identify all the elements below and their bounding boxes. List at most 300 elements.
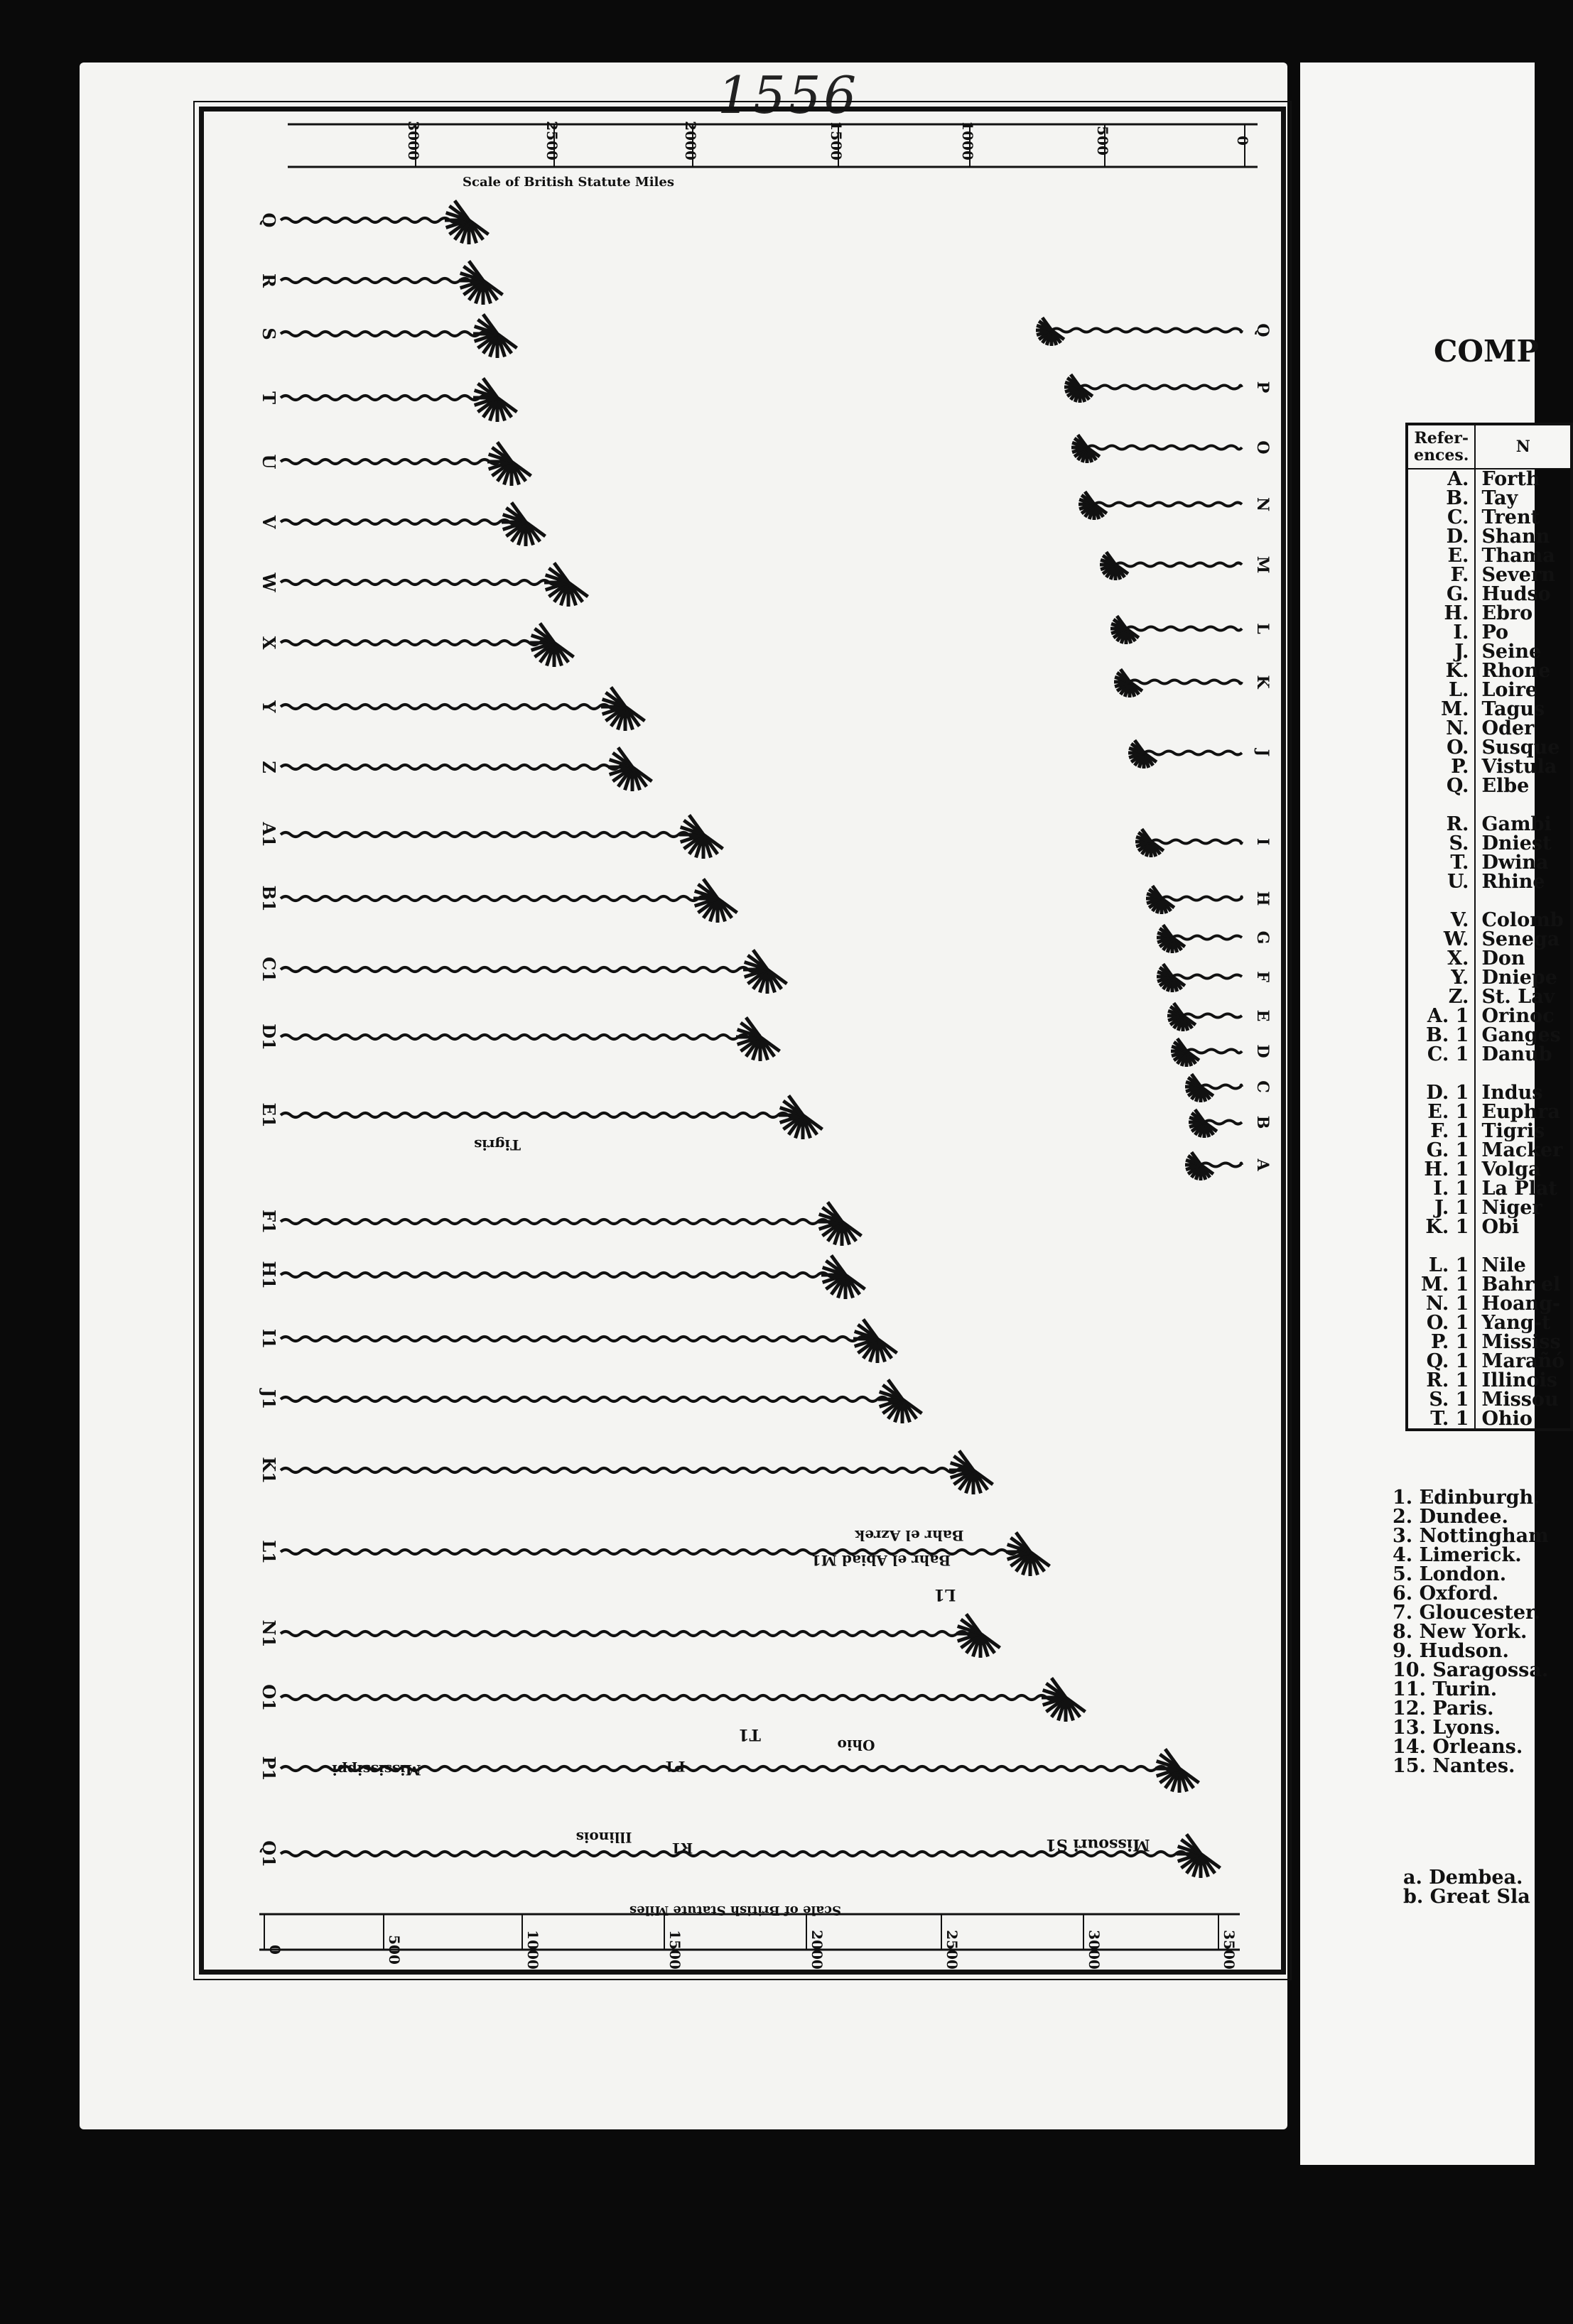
city-item: 14. Orleans. bbox=[1393, 1736, 1523, 1758]
reference-letter: K. bbox=[1407, 661, 1475, 680]
reference-row bbox=[1407, 853, 1572, 872]
reference-row bbox=[1407, 872, 1572, 891]
river-course bbox=[281, 1113, 803, 1117]
river-delta-icon bbox=[1146, 886, 1174, 914]
reference-letter: A. 1 bbox=[1407, 1006, 1475, 1026]
river-name: Dwina bbox=[1481, 852, 1549, 874]
reference-letter: H. bbox=[1407, 604, 1475, 623]
river-course bbox=[281, 967, 767, 972]
city-item: 7. Gloucester. bbox=[1393, 1602, 1541, 1624]
river-name: Mississ bbox=[1481, 1331, 1561, 1353]
reference-row bbox=[1407, 1313, 1572, 1332]
river-course bbox=[1201, 1163, 1242, 1167]
reference-letter: Q. 1 bbox=[1407, 1352, 1475, 1371]
river-name: Dniepe bbox=[1481, 967, 1557, 989]
river-name: Ebro bbox=[1481, 602, 1533, 624]
river-delta-icon bbox=[1064, 374, 1093, 403]
bottom-scale-tick-label: 0 bbox=[266, 1945, 283, 1955]
right-river-letter: J bbox=[1253, 749, 1272, 757]
city-item: 9. Hudson. bbox=[1393, 1640, 1509, 1662]
river-delta-icon bbox=[1036, 317, 1064, 346]
river-name: Hudso bbox=[1481, 583, 1551, 605]
reference-row bbox=[1407, 1045, 1572, 1064]
left-river-letter: L1 bbox=[259, 1540, 279, 1564]
reference-row bbox=[1407, 1390, 1572, 1409]
reference-row bbox=[1407, 1006, 1572, 1026]
river-course bbox=[1186, 1050, 1242, 1053]
river-name: Senega bbox=[1481, 928, 1560, 950]
left-river-letter: J1 bbox=[259, 1389, 279, 1410]
bottom-scale-tick-label: 500 bbox=[386, 1935, 403, 1965]
river-course bbox=[281, 832, 703, 837]
city-item: 12. Paris. bbox=[1393, 1698, 1494, 1720]
river-delta-icon bbox=[502, 502, 546, 546]
top-scale-tick-label: 3000 bbox=[405, 121, 422, 161]
reference-row bbox=[1407, 546, 1572, 565]
reference-row bbox=[1407, 1409, 1572, 1430]
river-name: Shann bbox=[1481, 526, 1550, 548]
reference-row bbox=[1407, 604, 1572, 623]
reference-letter: T. 1 bbox=[1407, 1409, 1475, 1430]
reference-letter: J. bbox=[1407, 642, 1475, 661]
river-course bbox=[1080, 386, 1242, 389]
river-name: Nile bbox=[1481, 1254, 1526, 1276]
left-river-letter: O1 bbox=[259, 1684, 279, 1711]
river-name: Yang-t bbox=[1481, 1312, 1551, 1334]
illinois-annotation: Illinois bbox=[575, 1829, 632, 1846]
reference-row bbox=[1407, 968, 1572, 987]
river-course bbox=[1094, 503, 1242, 506]
right-river-letter: P bbox=[1253, 381, 1272, 393]
left-river-letter: E1 bbox=[259, 1102, 279, 1128]
river-course bbox=[1126, 627, 1242, 631]
river-course bbox=[1130, 680, 1242, 684]
river-course bbox=[1162, 897, 1242, 901]
reference-row bbox=[1407, 565, 1572, 585]
ohio-t1-annotation: T1 bbox=[738, 1725, 761, 1744]
left-river-letter: R bbox=[259, 273, 279, 288]
group-spacer bbox=[1407, 1064, 1572, 1083]
missouri-annotation: Missouri S1 bbox=[1045, 1835, 1150, 1854]
river-delta-icon bbox=[1079, 492, 1107, 520]
river-name: Rhone bbox=[1481, 660, 1551, 682]
river-course bbox=[1151, 840, 1242, 844]
river-course bbox=[1052, 329, 1242, 332]
city-item: 1. Edinburgh. bbox=[1393, 1487, 1540, 1509]
bottom-scale-tick-label: 1000 bbox=[524, 1930, 541, 1970]
reference-row bbox=[1407, 949, 1572, 968]
river-name: Trent bbox=[1481, 506, 1540, 528]
right-river-letter: I bbox=[1253, 837, 1272, 846]
reference-row bbox=[1407, 1160, 1572, 1179]
reference-letter: F. 1 bbox=[1407, 1122, 1475, 1141]
river-name: Gambi bbox=[1481, 813, 1552, 835]
reference-row bbox=[1407, 1256, 1572, 1275]
reference-letter: E. 1 bbox=[1407, 1102, 1475, 1122]
river-delta-icon bbox=[1157, 925, 1185, 953]
reference-row bbox=[1407, 1294, 1572, 1313]
river-course bbox=[281, 460, 512, 464]
river-delta-icon bbox=[818, 1202, 862, 1246]
reference-letter: D. bbox=[1407, 527, 1475, 546]
river-delta-icon bbox=[1177, 1834, 1221, 1878]
reference-letter: R. 1 bbox=[1407, 1371, 1475, 1390]
reference-row bbox=[1407, 469, 1572, 489]
top-scale-tick-label: 0 bbox=[1234, 136, 1251, 146]
left-river-letter: Q bbox=[259, 212, 279, 228]
reference-letter: P. 1 bbox=[1407, 1332, 1475, 1352]
river-delta-icon bbox=[736, 1017, 780, 1061]
river-name: St. Lav bbox=[1481, 986, 1555, 1008]
reference-row bbox=[1407, 834, 1572, 853]
bottom-scale-tick-label: 1500 bbox=[666, 1930, 683, 1970]
river-name: Thama bbox=[1481, 545, 1555, 567]
bottom-scale-tick-label: 3500 bbox=[1221, 1930, 1238, 1970]
reference-row bbox=[1407, 1198, 1572, 1217]
river-delta-icon bbox=[1185, 1074, 1213, 1102]
bottom-scale-label: Scale of British Statute Miles bbox=[629, 1903, 841, 1918]
city-item: 2. Dundee. bbox=[1393, 1506, 1508, 1528]
reference-letter: L. 1 bbox=[1407, 1256, 1475, 1275]
left-river-letter: N1 bbox=[259, 1619, 279, 1648]
left-river-letter: U bbox=[259, 454, 279, 469]
river-course bbox=[281, 396, 497, 400]
right-river-letter: N bbox=[1253, 496, 1272, 512]
reference-letter: N. bbox=[1407, 719, 1475, 738]
group-spacer bbox=[1407, 1237, 1572, 1256]
reference-row bbox=[1407, 757, 1572, 776]
left-river-letter: P1 bbox=[259, 1756, 279, 1781]
river-name: Volga bbox=[1481, 1158, 1541, 1180]
river-name: Missou bbox=[1481, 1389, 1559, 1411]
reference-letter: Q. bbox=[1407, 776, 1475, 796]
left-river-letter: C1 bbox=[259, 957, 279, 982]
river-delta-icon bbox=[679, 815, 723, 859]
left-river-letter: K1 bbox=[259, 1457, 279, 1484]
reference-row bbox=[1407, 1179, 1572, 1198]
group-spacer bbox=[1407, 796, 1572, 815]
river-course bbox=[281, 218, 469, 222]
left-river-letter: S bbox=[259, 327, 279, 340]
notes-list bbox=[1403, 1868, 1530, 1906]
city-item: 8. New York. bbox=[1393, 1621, 1528, 1643]
river-course bbox=[1172, 936, 1242, 940]
reference-row bbox=[1407, 1083, 1572, 1102]
river-name: Rhine bbox=[1481, 871, 1545, 893]
river-course bbox=[281, 1273, 845, 1277]
river-name: Forth bbox=[1481, 468, 1540, 490]
reference-row bbox=[1407, 585, 1572, 604]
left-river-letter: Y bbox=[259, 700, 279, 713]
left-river-letter: A1 bbox=[259, 822, 279, 847]
reference-letter: N. 1 bbox=[1407, 1294, 1475, 1313]
bottom-scale-tick-label: 2500 bbox=[944, 1930, 961, 1970]
reference-row bbox=[1407, 489, 1572, 508]
river-name: Ohio bbox=[1481, 1408, 1533, 1430]
reference-letter: P. bbox=[1407, 757, 1475, 776]
right-river-letter: B bbox=[1253, 1115, 1272, 1129]
river-delta-icon bbox=[1185, 1152, 1213, 1180]
reference-letter: A. bbox=[1407, 469, 1475, 489]
right-river-letter: H bbox=[1253, 891, 1272, 906]
tigris-annotation: Tigris bbox=[474, 1136, 521, 1153]
reference-row bbox=[1407, 911, 1572, 930]
river-delta-icon bbox=[693, 879, 737, 923]
left-river-letter: I1 bbox=[259, 1329, 279, 1349]
reference-letter: I. 1 bbox=[1407, 1179, 1475, 1198]
river-name: La Plat bbox=[1481, 1178, 1557, 1200]
river-name: Colomb bbox=[1481, 909, 1564, 931]
comparison-table-title: COMP bbox=[1434, 334, 1540, 369]
reference-letter: B. bbox=[1407, 489, 1475, 508]
reference-row bbox=[1407, 623, 1572, 642]
city-item: 3. Nottingham bbox=[1393, 1525, 1549, 1547]
mississippi-annotation: Mississippi bbox=[332, 1761, 421, 1779]
reference-letter: O. 1 bbox=[1407, 1313, 1475, 1332]
river-delta-icon bbox=[1155, 1749, 1199, 1793]
river-name: Vistula bbox=[1481, 756, 1557, 778]
top-scale-label: Scale of British Statute Miles bbox=[463, 175, 674, 190]
city-item: 13. Lyons. bbox=[1393, 1717, 1501, 1739]
right-river-letter: L bbox=[1253, 623, 1272, 634]
right-river-letter: A bbox=[1253, 1158, 1272, 1171]
river-course bbox=[281, 896, 718, 901]
reference-row bbox=[1407, 1352, 1572, 1371]
river-course bbox=[1183, 1014, 1242, 1018]
left-river-letter: V bbox=[259, 515, 279, 529]
river-course bbox=[1115, 563, 1242, 567]
city-item: 15. Nantes. bbox=[1393, 1755, 1515, 1777]
right-river-letter: M bbox=[1253, 555, 1272, 574]
reference-row bbox=[1407, 700, 1572, 719]
reference-letter: M. 1 bbox=[1407, 1275, 1475, 1294]
left-river-letter: H1 bbox=[259, 1261, 279, 1289]
river-delta-icon bbox=[601, 687, 645, 731]
top-scale-tick-label: 1500 bbox=[828, 121, 845, 161]
reference-row bbox=[1407, 815, 1572, 834]
river-delta-icon bbox=[1100, 552, 1128, 580]
name-column-header: N bbox=[1475, 424, 1572, 469]
river-name: Loire bbox=[1481, 679, 1538, 701]
river-course bbox=[281, 1695, 1066, 1700]
references-column-header: Refer-ences. bbox=[1407, 424, 1475, 469]
river-course bbox=[281, 1397, 902, 1401]
reference-row bbox=[1407, 987, 1572, 1006]
river-delta-icon bbox=[473, 314, 517, 358]
reference-row bbox=[1407, 719, 1572, 738]
river-course bbox=[281, 1468, 973, 1472]
river-reference-table bbox=[1405, 423, 1573, 1431]
reference-row bbox=[1407, 508, 1572, 527]
river-delta-icon bbox=[459, 261, 503, 305]
river-name: Illinois bbox=[1481, 1369, 1557, 1391]
river-name: Elbe bbox=[1481, 775, 1530, 797]
right-river-letter: F bbox=[1253, 971, 1272, 982]
river-name: Niger bbox=[1481, 1197, 1542, 1219]
ohio-annotation: Ohio bbox=[837, 1737, 875, 1754]
reference-row bbox=[1407, 1371, 1572, 1390]
river-course bbox=[1172, 975, 1242, 979]
reference-letter: E. bbox=[1407, 546, 1475, 565]
right-river-letter: D bbox=[1253, 1044, 1272, 1058]
river-name: Po bbox=[1481, 621, 1509, 644]
reference-letter: Y. bbox=[1407, 968, 1475, 987]
reference-letter: K. 1 bbox=[1407, 1217, 1475, 1237]
left-river-letter: T bbox=[259, 391, 279, 404]
city-item: 10. Saragossa. bbox=[1393, 1659, 1549, 1681]
river-delta-icon bbox=[1171, 1038, 1199, 1067]
right-river-letter: C bbox=[1253, 1080, 1272, 1093]
reference-letter: S. 1 bbox=[1407, 1390, 1475, 1409]
river-delta-icon bbox=[1167, 1003, 1196, 1031]
city-list bbox=[1393, 1488, 1549, 1776]
city-item: 11. Turin. bbox=[1393, 1678, 1498, 1700]
reference-row bbox=[1407, 1217, 1572, 1237]
reference-row bbox=[1407, 642, 1572, 661]
reference-letter: U. bbox=[1407, 872, 1475, 891]
left-river-letter: X bbox=[259, 636, 279, 650]
reference-letter: S. bbox=[1407, 834, 1475, 853]
reference-letter: R. bbox=[1407, 815, 1475, 834]
river-name: Tagus bbox=[1481, 698, 1545, 720]
river-delta-icon bbox=[1135, 829, 1164, 857]
river-course bbox=[281, 1337, 877, 1341]
river-name: Obi bbox=[1481, 1216, 1520, 1238]
reference-letter: H. 1 bbox=[1407, 1160, 1475, 1179]
right-river-letter: Q bbox=[1253, 323, 1272, 337]
r1-annotation: R1 bbox=[671, 1840, 693, 1857]
river-name: Tigris bbox=[1481, 1120, 1545, 1142]
reference-letter: G. bbox=[1407, 585, 1475, 604]
river-delta-icon bbox=[1071, 435, 1100, 463]
reference-row bbox=[1407, 1275, 1572, 1294]
left-river-letter: Z bbox=[259, 761, 279, 773]
river-name: Orinoc bbox=[1481, 1005, 1555, 1027]
river-course bbox=[281, 1631, 980, 1636]
river-name: Euphra bbox=[1481, 1101, 1560, 1123]
river-course bbox=[281, 705, 625, 709]
river-course bbox=[281, 765, 632, 769]
reference-letter: M. bbox=[1407, 700, 1475, 719]
reference-row bbox=[1407, 1026, 1572, 1045]
river-course bbox=[281, 278, 483, 283]
reference-letter: D. 1 bbox=[1407, 1083, 1475, 1102]
river-name: Hoang- bbox=[1481, 1293, 1561, 1315]
reference-row bbox=[1407, 738, 1572, 757]
top-scale-tick-label: 2500 bbox=[544, 121, 561, 161]
river-delta-icon bbox=[853, 1319, 897, 1363]
left-river-letter: B1 bbox=[259, 885, 279, 912]
reference-letter: C. bbox=[1407, 508, 1475, 527]
river-course bbox=[281, 641, 554, 645]
reference-letter: X. bbox=[1407, 949, 1475, 968]
river-course bbox=[1201, 1085, 1242, 1089]
reference-letter: B. 1 bbox=[1407, 1026, 1475, 1045]
river-name: Don bbox=[1481, 947, 1525, 970]
left-river-letter: Q1 bbox=[259, 1840, 279, 1867]
reference-letter: J. 1 bbox=[1407, 1198, 1475, 1217]
river-name: Indus bbox=[1481, 1082, 1543, 1104]
group-spacer bbox=[1407, 891, 1572, 911]
reference-letter: W. bbox=[1407, 930, 1475, 949]
river-delta-icon bbox=[1110, 616, 1139, 644]
reference-letter: F. bbox=[1407, 565, 1475, 585]
reference-letter: Z. bbox=[1407, 987, 1475, 1006]
reference-letter: I. bbox=[1407, 623, 1475, 642]
river-delta-icon bbox=[956, 1614, 1000, 1658]
note-item: b. Great Sla bbox=[1403, 1886, 1530, 1908]
river-delta-icon bbox=[1189, 1109, 1217, 1138]
city-item: 4. Limerick. bbox=[1393, 1544, 1522, 1566]
top-scale-tick-label: 1000 bbox=[959, 121, 976, 161]
p1-annotation: P1 bbox=[664, 1758, 686, 1775]
river-course bbox=[281, 580, 568, 585]
river-delta-icon bbox=[1157, 964, 1185, 992]
reference-letter: G. 1 bbox=[1407, 1141, 1475, 1160]
top-scale-tick-label: 2000 bbox=[682, 121, 699, 161]
reference-row bbox=[1407, 930, 1572, 949]
left-river-letter: D1 bbox=[259, 1023, 279, 1050]
left-river-letter: F1 bbox=[259, 1210, 279, 1234]
l1-annotation: L1 bbox=[934, 1585, 956, 1604]
river-name: Susque bbox=[1481, 737, 1560, 759]
reference-row bbox=[1407, 1102, 1572, 1122]
reference-letter: O. bbox=[1407, 738, 1475, 757]
city-item: 6. Oxford. bbox=[1393, 1582, 1499, 1604]
river-name: Danub bbox=[1481, 1043, 1552, 1065]
city-item: 5. London. bbox=[1393, 1563, 1507, 1585]
reference-letter: C. 1 bbox=[1407, 1045, 1475, 1064]
right-river-letter: K bbox=[1253, 675, 1272, 689]
reference-row bbox=[1407, 1332, 1572, 1352]
river-name: Marañó bbox=[1481, 1350, 1565, 1372]
river-name: Macker bbox=[1481, 1139, 1563, 1161]
river-course bbox=[281, 1035, 760, 1039]
reference-letter: V. bbox=[1407, 911, 1475, 930]
reference-row bbox=[1407, 776, 1572, 796]
river-name: Seine bbox=[1481, 641, 1542, 663]
river-course bbox=[281, 332, 497, 336]
river-course bbox=[1204, 1121, 1242, 1124]
reference-row bbox=[1407, 680, 1572, 700]
river-delta-icon bbox=[779, 1095, 823, 1139]
reference-row bbox=[1407, 1122, 1572, 1141]
bottom-scale-tick-label: 2000 bbox=[809, 1930, 826, 1970]
right-river-letter: O bbox=[1253, 440, 1272, 455]
river-name: Severn bbox=[1481, 564, 1555, 586]
top-scale-tick-label: 500 bbox=[1094, 126, 1111, 156]
river-name: Tay bbox=[1481, 487, 1518, 509]
left-river-letter: W bbox=[259, 572, 279, 592]
bottom-scale-tick-label: 3000 bbox=[1086, 1930, 1103, 1970]
river-course bbox=[1087, 446, 1242, 450]
note-item: a. Dembea. bbox=[1403, 1867, 1523, 1889]
river-name: Bahr el bbox=[1481, 1274, 1561, 1296]
bahr-el-abiad-annotation: Bahr el Abiad M1 bbox=[811, 1552, 951, 1569]
river-course bbox=[1144, 751, 1242, 755]
river-delta-icon bbox=[473, 378, 517, 422]
reference-row bbox=[1407, 1141, 1572, 1160]
river-name: Oder bbox=[1481, 717, 1535, 739]
bahr-el-azrek-annotation: Bahr el Azrek bbox=[855, 1527, 964, 1544]
river-course bbox=[281, 520, 526, 524]
river-delta-icon bbox=[1114, 669, 1142, 697]
river-delta-icon bbox=[1128, 740, 1157, 769]
river-name: Dniest bbox=[1481, 832, 1552, 854]
river-course bbox=[281, 1220, 842, 1224]
river-delta-icon bbox=[821, 1255, 865, 1299]
reference-letter: L. bbox=[1407, 680, 1475, 700]
